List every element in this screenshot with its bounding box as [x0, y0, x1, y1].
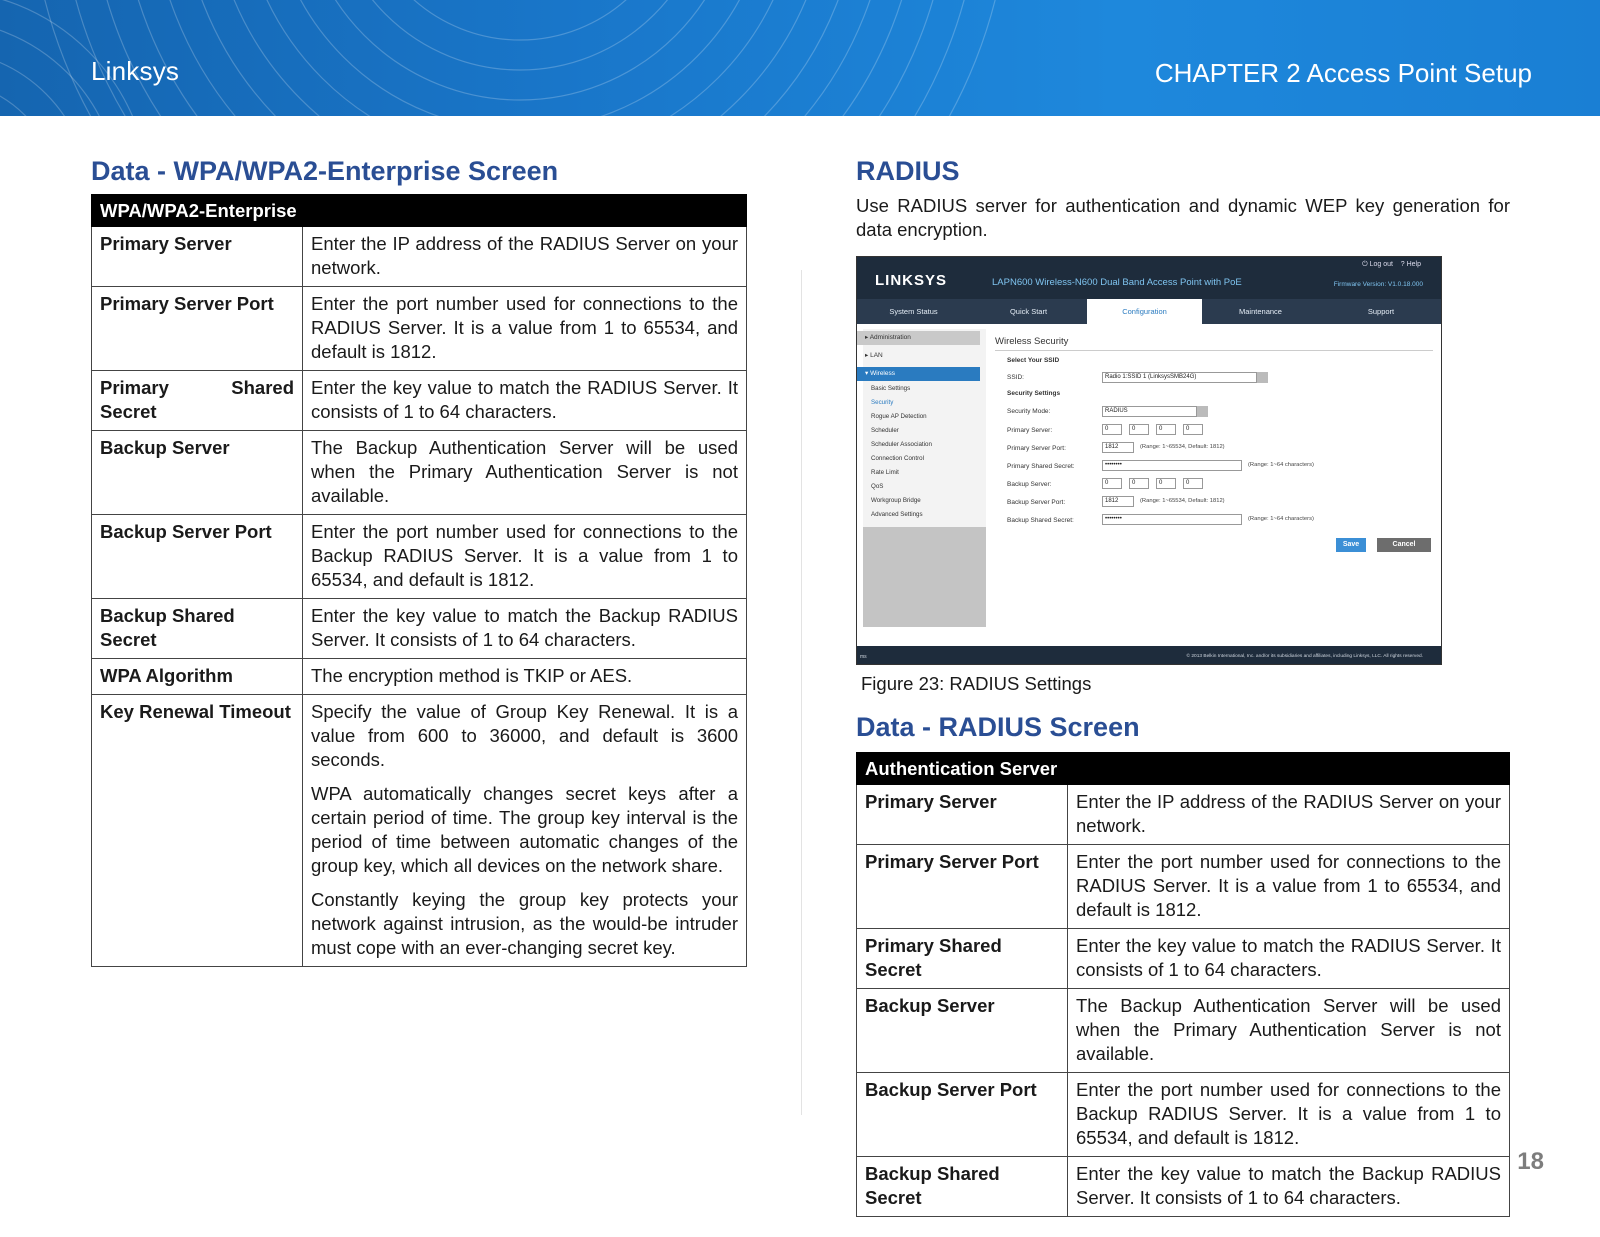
row-key: Primary Shared Secret — [92, 371, 303, 431]
submenu-basic-settings[interactable]: Basic Settings — [871, 385, 911, 392]
chapter-title: CHAPTER 2 Access Point Setup — [1154, 58, 1532, 88]
ssid-select[interactable]: Radio 1:SSID 1 (LinksysSMB24G) — [1102, 372, 1257, 383]
row-key: Backup Shared Secret — [92, 599, 303, 659]
table-row — [92, 659, 747, 695]
port-range-hint: (Range: 1~65534, Default: 1812) — [1140, 444, 1225, 450]
backup-shared-secret-label: Backup Shared Secret: — [1007, 517, 1074, 524]
page-number: 18 — [1517, 1148, 1544, 1175]
security-mode-label: Security Mode: — [1007, 408, 1051, 415]
backup-server-port-label: Backup Server Port: — [1007, 499, 1066, 506]
backup-server-label: Backup Server: — [1007, 481, 1052, 488]
submenu-scheduler-association[interactable]: Scheduler Association — [871, 441, 932, 448]
row-value-text: Enter the port number used for connections to the Backup RADIUS Server. It is a value from 1 to 65534, and default is 1812. — [311, 521, 738, 590]
firmware-version: Firmware Version: V1.0.18.000 — [1333, 281, 1423, 288]
column-divider — [801, 270, 802, 1115]
wpa-enterprise-title: Data - WPA/WPA2-Enterprise Screen — [91, 156, 559, 186]
row-value-text: Enter the port number used for connections to the RADIUS Server. It is a value from 1 to 65534, and default is 1812. — [311, 293, 738, 362]
row-key: Backup Shared Secret — [857, 1157, 1068, 1217]
submenu-rate-limit[interactable]: Rate Limit — [871, 469, 899, 476]
row-value: Enter the key value to match the RADIUS Server. It consists of 1 to 64 characters. — [1068, 929, 1510, 989]
logout-icon: ⏻ — [1362, 261, 1368, 268]
sidebar-item-administration[interactable]: ▸ Administration — [857, 331, 980, 345]
row-key: Primary Server Port — [92, 287, 303, 371]
table-header-row — [857, 753, 1510, 785]
row-key: WPA Algorithm — [92, 659, 303, 695]
submenu-connection-control[interactable]: Connection Control — [871, 455, 924, 462]
save-button[interactable]: Save — [1336, 538, 1366, 552]
right-column — [856, 150, 1510, 1217]
row-value-text: Enter the key value to match the RADIUS Server. It consists of 1 to 64 characters. — [311, 377, 738, 422]
backup-server-octet-1[interactable]: 0 — [1102, 478, 1122, 489]
table-row — [92, 515, 747, 599]
primary-server-octet-2[interactable]: 0 — [1129, 424, 1149, 435]
row-value — [303, 659, 747, 695]
primary-server-label: Primary Server: — [1007, 427, 1053, 434]
sidebar-item-label: Administration — [869, 334, 911, 341]
submenu-security[interactable]: Security — [871, 399, 894, 406]
row-value — [303, 287, 747, 371]
chevron-down-icon[interactable] — [1257, 372, 1268, 383]
row-key: Primary Server — [92, 227, 303, 287]
table-row — [857, 1157, 1510, 1217]
submenu-qos[interactable]: QoS — [871, 483, 884, 490]
tab-system-status[interactable]: System Status — [889, 307, 938, 316]
row-value-text: The Backup Authentication Server will be used when the Primary Authentication Server is not available. — [311, 437, 738, 506]
primary-server-port-label: Primary Server Port: — [1007, 445, 1066, 452]
primary-shared-secret-input[interactable]: •••••••• — [1102, 460, 1242, 471]
table-row — [857, 989, 1510, 1073]
row-value: Enter the key value to match the Backup RADIUS Server. It consists of 1 to 64 characters. — [1068, 1157, 1510, 1217]
ssid-label: SSID: — [1007, 374, 1024, 381]
chevron-down-icon[interactable] — [1197, 406, 1208, 417]
primary-server-octet-3[interactable]: 0 — [1156, 424, 1176, 435]
row-key: Backup Server Port — [92, 515, 303, 599]
security-mode-select[interactable]: RADIUS — [1102, 406, 1197, 417]
help-link[interactable]: Help — [1406, 261, 1421, 268]
table-row — [92, 599, 747, 659]
primary-shared-secret-label: Primary Shared Secret: — [1007, 463, 1075, 470]
select-ssid-heading: Select Your SSID — [1007, 357, 1060, 364]
sidebar-item-wireless[interactable]: ▾ Wireless — [857, 367, 980, 381]
table-row — [857, 929, 1510, 989]
tab-quick-start[interactable]: Quick Start — [1009, 307, 1048, 316]
panel-title: Wireless Security — [995, 336, 1069, 347]
logout-link[interactable]: Log out — [1369, 261, 1393, 268]
topright-links — [1362, 261, 1421, 269]
backup-server-octet-4[interactable]: 0 — [1183, 478, 1203, 489]
tab-support[interactable]: Support — [1367, 307, 1395, 316]
security-settings-heading: Security Settings — [1007, 390, 1061, 397]
sidebar-filler — [863, 527, 986, 627]
secret-range-hint: (Range: 1~64 characters) — [1248, 516, 1314, 522]
table-row — [92, 371, 747, 431]
row-value-text: WPA automatically changes secret keys after a certain period of time. The group key interval is the period of time between automatic changes of the group key, which all devices on the network share. — [311, 783, 738, 876]
screenshot-navbar — [857, 299, 1441, 324]
help-icon: ? — [1400, 261, 1405, 268]
row-value — [303, 695, 747, 967]
left-column — [91, 150, 747, 967]
brand-name: Linksys — [91, 56, 180, 86]
sidebar-item-label: LAN — [870, 352, 883, 359]
row-value-text: The encryption method is TKIP or AES. — [311, 665, 633, 686]
row-value: Enter the port number used for connections to the Backup RADIUS Server. It is a value from 1 to 65534, and default is 1812. — [1068, 1073, 1510, 1157]
backup-server-octet-3[interactable]: 0 — [1156, 478, 1176, 489]
backup-server-port-input[interactable]: 1812 — [1102, 496, 1134, 507]
table-header-row — [92, 195, 747, 227]
row-value: Enter the port number used for connections to the RADIUS Server. It is a value from 1 to 65534, and default is 1812. — [1068, 845, 1510, 929]
secret-range-hint: (Range: 1~64 characters) — [1248, 462, 1314, 468]
radius-intro: Use RADIUS server for authentication and dynamic WEP key generation for data encryption. — [856, 195, 1510, 240]
panel-divider — [995, 350, 1433, 351]
cancel-button[interactable]: Cancel — [1377, 538, 1431, 552]
row-value-text: Enter the IP address of the RADIUS Server on your network. — [311, 233, 738, 278]
radius-settings-screenshot — [856, 256, 1442, 665]
radius-title: RADIUS — [856, 156, 960, 186]
product-name: LAPN600 Wireless-N600 Dual Band Access Point with PoE — [992, 277, 1242, 288]
table-row — [92, 287, 747, 371]
port-range-hint: (Range: 1~65534, Default: 1812) — [1140, 498, 1225, 504]
row-key: Primary Server — [857, 785, 1068, 845]
page-header-banner — [0, 0, 1600, 116]
table-row — [92, 695, 747, 967]
footer-left-text: ms — [860, 654, 867, 660]
figure-caption: Figure 23: RADIUS Settings — [861, 673, 1092, 694]
primary-server-port-input[interactable]: 1812 — [1102, 442, 1134, 453]
row-value-text: Specify the value of Group Key Renewal. It is a value from 600 to 36000, and default is 3600 seconds. — [311, 701, 738, 770]
row-key: Key Renewal Timeout — [92, 695, 303, 967]
radius-table — [856, 752, 1510, 1217]
radius-screen-title: Data - RADIUS Screen — [856, 712, 1140, 742]
wpa-enterprise-table — [91, 194, 747, 967]
row-value-text: Constantly keying the group key protects your network against intrusion, as the would-be intruder must cope with an ever-changing secret key. — [311, 889, 738, 958]
row-value — [303, 515, 747, 599]
table-header: Authentication Server — [857, 753, 1510, 785]
table-row — [857, 785, 1510, 845]
primary-server-octet-4[interactable]: 0 — [1183, 424, 1203, 435]
row-value — [303, 599, 747, 659]
row-value — [303, 431, 747, 515]
row-value: The Backup Authentication Server will be used when the Primary Authentication Server is not available. — [1068, 989, 1510, 1073]
submenu-scheduler[interactable]: Scheduler — [871, 427, 899, 434]
tab-configuration[interactable]: Configuration — [1087, 299, 1202, 324]
row-key: Backup Server — [92, 431, 303, 515]
row-key: Primary Server Port — [857, 845, 1068, 929]
table-row — [857, 1073, 1510, 1157]
sidebar-item-lan[interactable]: ▸ LAN — [865, 352, 883, 359]
row-key: Backup Server Port — [857, 1073, 1068, 1157]
backup-shared-secret-input[interactable]: •••••••• — [1102, 514, 1242, 525]
table-row — [857, 845, 1510, 929]
copyright-text: © 2013 Belkin International, Inc. and/or its subsidiaries and affiliates, including Linksys, LLC. All rights reserved. — [1186, 654, 1423, 659]
sidebar-item-label: Wireless — [870, 370, 895, 377]
table-row — [92, 431, 747, 515]
row-value — [303, 227, 747, 287]
table-header: WPA/WPA2-Enterprise — [92, 195, 747, 227]
linksys-logo: LINKSYS — [875, 272, 948, 289]
submenu-advanced-settings[interactable]: Advanced Settings — [871, 511, 923, 518]
submenu-workgroup-bridge[interactable]: Workgroup Bridge — [871, 497, 921, 504]
tab-maintenance[interactable]: Maintenance — [1239, 307, 1282, 316]
row-key: Primary Shared Secret — [857, 929, 1068, 989]
table-row — [92, 227, 747, 287]
row-key: Backup Server — [857, 989, 1068, 1073]
backup-server-octet-2[interactable]: 0 — [1129, 478, 1149, 489]
primary-server-octet-1[interactable]: 0 — [1102, 424, 1122, 435]
row-value: Enter the IP address of the RADIUS Server on your network. — [1068, 785, 1510, 845]
row-value — [303, 371, 747, 431]
submenu-rogue-ap[interactable]: Rogue AP Detection — [871, 413, 927, 420]
row-value-text: Enter the key value to match the Backup RADIUS Server. It consists of 1 to 64 characters. — [311, 605, 738, 650]
